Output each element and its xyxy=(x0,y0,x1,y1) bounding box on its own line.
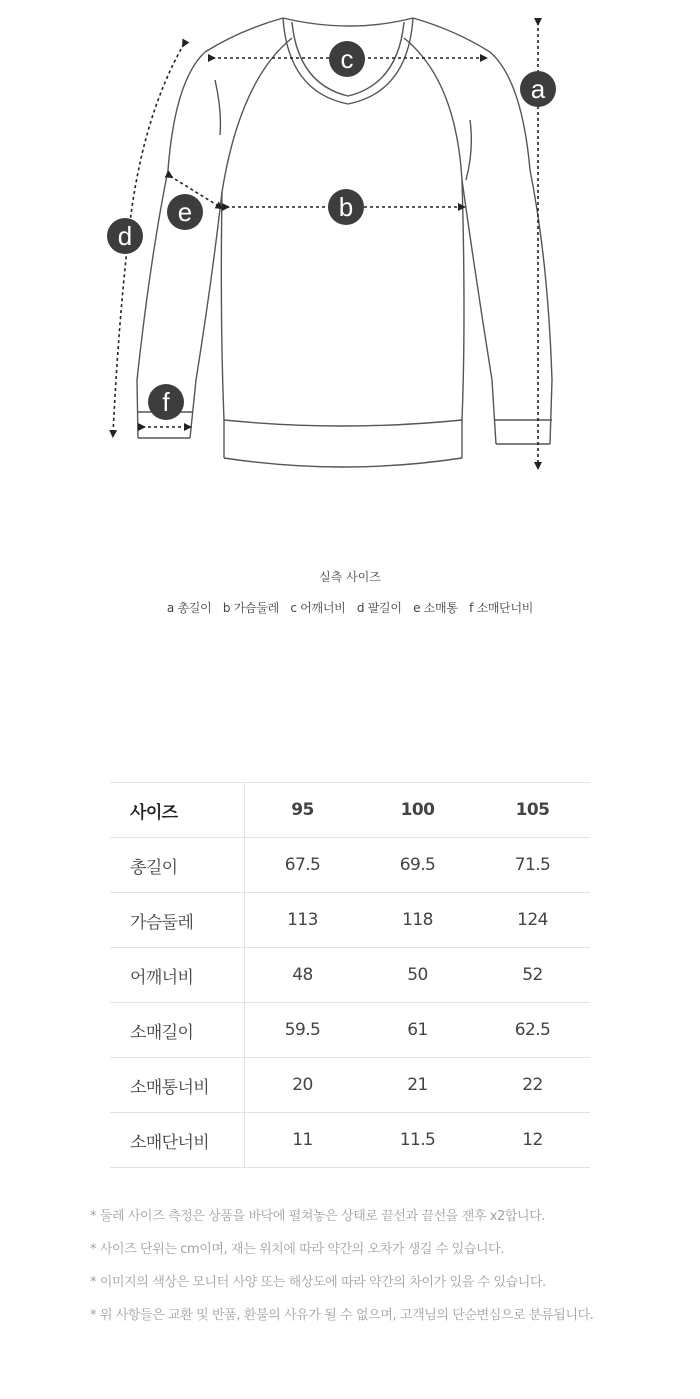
table-cell: 50 xyxy=(360,948,475,1003)
table-cell: 61 xyxy=(360,1003,475,1058)
label-f-badge xyxy=(148,384,184,420)
legend-item-b: b 가슴둘레 xyxy=(222,601,279,615)
table-cell: 71.5 xyxy=(475,838,590,893)
svg-text:e: e xyxy=(177,197,193,227)
table-row xyxy=(110,1058,590,1113)
table-cell: 69.5 xyxy=(360,838,475,893)
table-cell: 62.5 xyxy=(475,1003,590,1058)
sweatshirt-outline xyxy=(137,18,552,467)
table-cell: 12 xyxy=(475,1113,590,1168)
row-label: 가슴둘레 xyxy=(110,893,245,948)
row-label: 총길이 xyxy=(110,838,245,893)
table-header-row xyxy=(110,783,590,838)
note-item: * 위 사항들은 교환 및 반품, 환불의 사유가 될 수 없으며, 고객님의 단순변심으로 분류됩니다. xyxy=(90,1308,594,1323)
row-label: 소매통너비 xyxy=(110,1058,245,1113)
sweatshirt-measurement-diagram xyxy=(0,0,700,520)
table-cell: 48 xyxy=(245,948,361,1003)
table-cell: 52 xyxy=(475,948,590,1003)
table-row xyxy=(110,893,590,948)
size-table xyxy=(110,782,590,1168)
label-a-badge xyxy=(520,71,556,107)
table-header-105: 105 xyxy=(475,783,590,838)
legend-item-d: d 팔길이 xyxy=(356,601,402,615)
label-c-badge xyxy=(329,41,365,77)
legend-item-e: e 소매통 xyxy=(413,601,458,615)
table-cell: 113 xyxy=(245,893,361,948)
table-cell: 124 xyxy=(475,893,590,948)
legend-item-c: c 어깨너비 xyxy=(290,601,346,615)
note-item: * 이미지의 색상은 모니터 사양 또는 해상도에 따라 약간의 차이가 있을 수 있습니다. xyxy=(90,1275,546,1290)
notes-list xyxy=(90,1206,670,1338)
label-e-badge xyxy=(167,194,203,230)
svg-text:f: f xyxy=(162,387,170,417)
note-item: * 둘레 사이즈 측정은 상품을 바닥에 펼쳐놓은 상태로 끝선과 끝선을 잰후 x2합니다. xyxy=(90,1209,546,1224)
table-cell: 11 xyxy=(245,1113,361,1168)
label-d-badge xyxy=(107,218,143,254)
row-label: 소매길이 xyxy=(110,1003,245,1058)
table-row xyxy=(110,838,590,893)
legend-item-a: a 총길이 xyxy=(166,601,212,615)
legend-item-f: f 소매단너비 xyxy=(469,601,534,615)
table-cell: 59.5 xyxy=(245,1003,361,1058)
row-label: 소매단너비 xyxy=(110,1113,245,1168)
table-row xyxy=(110,1113,590,1168)
table-cell: 118 xyxy=(360,893,475,948)
svg-text:c: c xyxy=(340,44,354,74)
table-row xyxy=(110,1003,590,1058)
table-row xyxy=(110,948,590,1003)
row-label: 어깨너비 xyxy=(110,948,245,1003)
table-cell: 21 xyxy=(360,1058,475,1113)
table-cell: 20 xyxy=(245,1058,361,1113)
table-cell: 22 xyxy=(475,1058,590,1113)
diagram-caption-title: 실측 사이즈 xyxy=(319,570,381,584)
svg-text:a: a xyxy=(530,74,546,104)
diagram-legend xyxy=(0,599,700,616)
svg-text:b: b xyxy=(338,192,354,222)
table-cell: 67.5 xyxy=(245,838,361,893)
table-header-size: 사이즈 xyxy=(110,783,245,838)
label-b-badge xyxy=(328,189,364,225)
table-cell: 11.5 xyxy=(360,1113,475,1168)
table-header-95: 95 xyxy=(245,783,361,838)
svg-text:d: d xyxy=(117,221,133,251)
table-header-100: 100 xyxy=(360,783,475,838)
note-item: * 사이즈 단위는 cm이며, 재는 위치에 따라 약간의 오차가 생길 수 있습니다. xyxy=(90,1242,505,1257)
